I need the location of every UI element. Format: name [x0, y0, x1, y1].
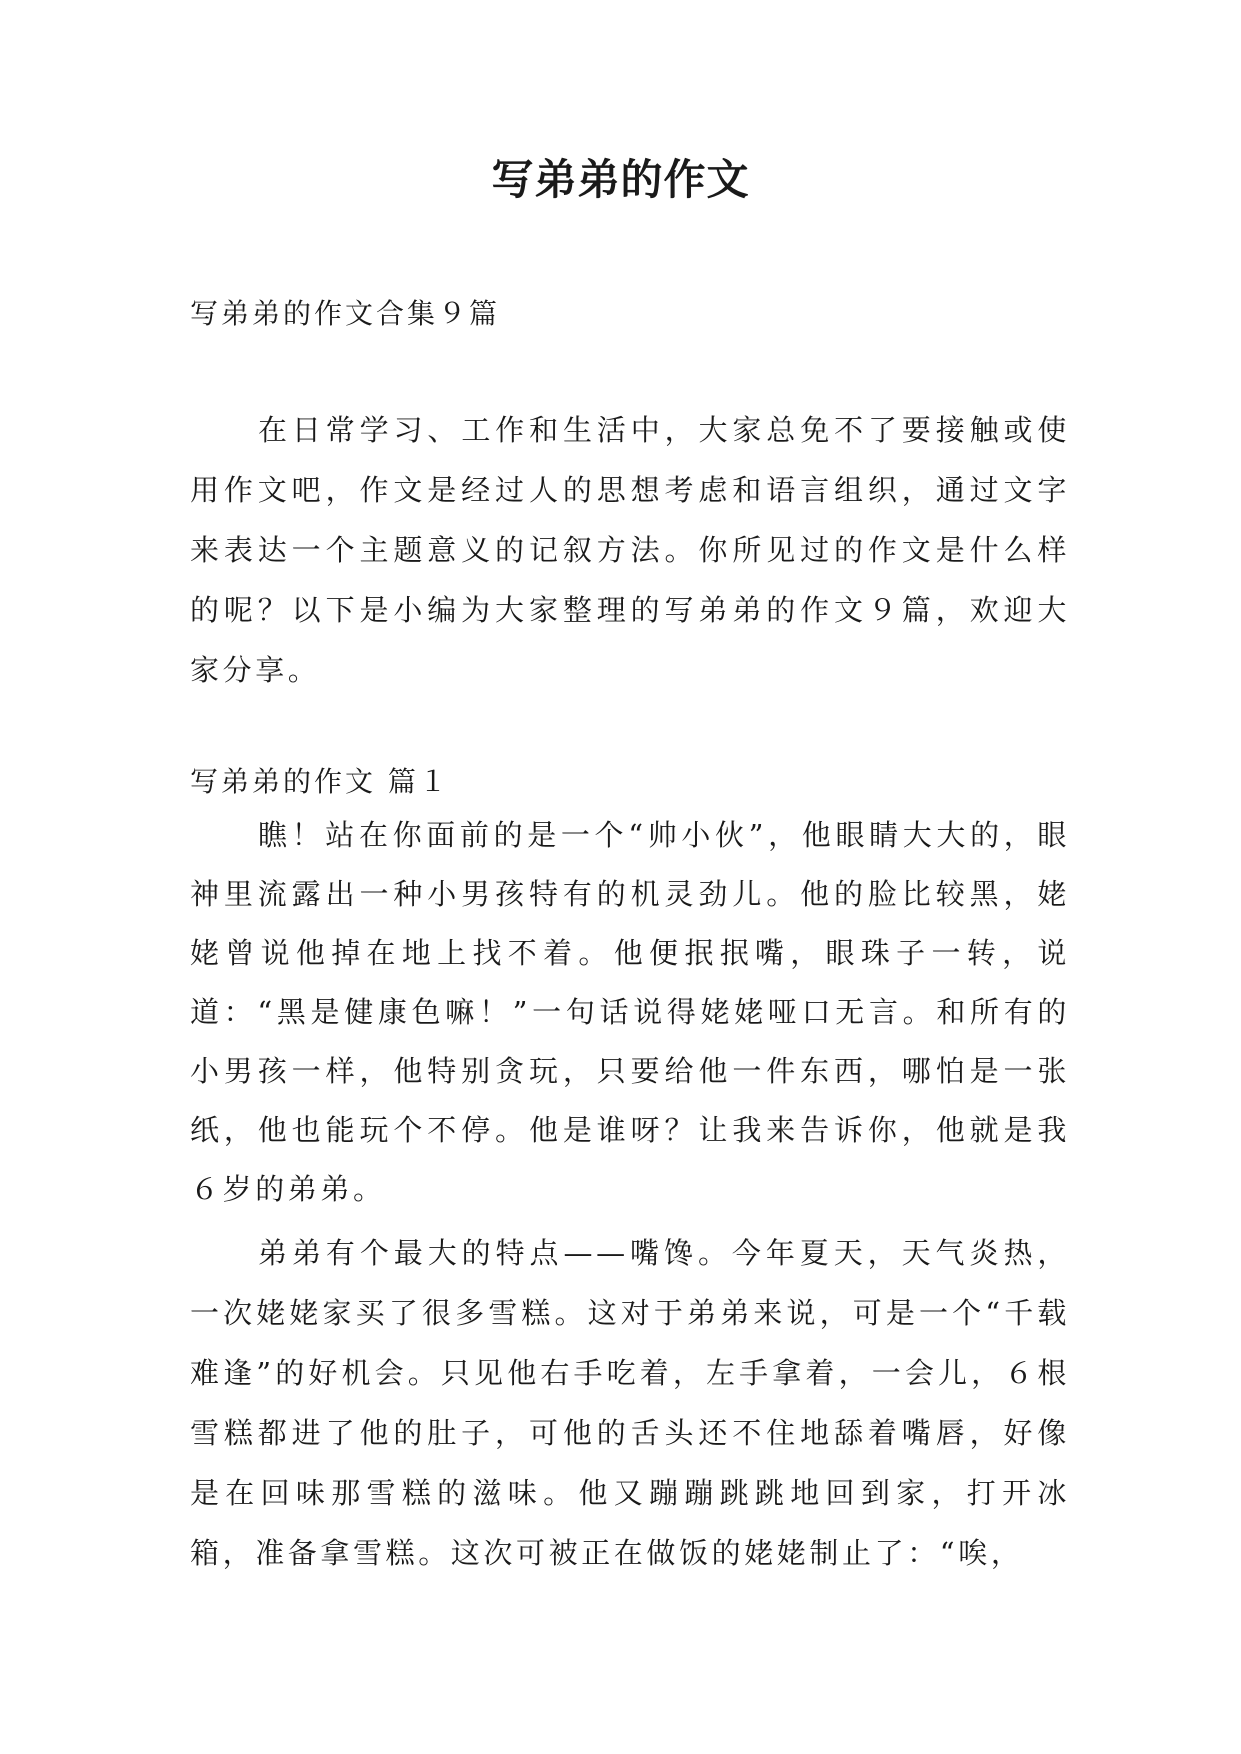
body-paragraph-2: 弟弟有个最大的特点——嘴馋。今年夏天，天气炎热，一次姥姥家买了很多雪糕。这对于弟弟来说，可是一个“千载难逢”的好机会。只见他右手吃着，左手拿着，一会儿，６根雪糕都进了他的肚子，可他的舌头还不住地舔着嘴唇，好像是在回味那雪糕的滋味。他又蹦蹦跳跳地回到家，打开冰箱，准备拿雪糕。这次可被正在做饭的姥姥制止了：“唉， [190, 1236, 1070, 1570]
intro-paragraph: 在日常学习、工作和生活中，大家总免不了要接触或使用作文吧，作文是经过人的思想考虑和语言组织，通过文字来表达一个主题意义的记叙方法。你所见过的作文是什么样的呢？以下是小编为大家整理的写弟弟的作文９篇，欢迎大家分享。 [190, 413, 1070, 687]
section-heading: 写弟弟的作文 篇１ [190, 765, 450, 798]
collection-subtitle: 写弟弟的作文合集９篇 [190, 297, 501, 330]
document-title: 写弟弟的作文 [491, 155, 750, 204]
body-paragraph-1: 瞧！站在你面前的是一个“帅小伙”，他眼睛大大的，眼神里流露出一种小男孩特有的机灵劲儿。他的脸比较黑，姥姥曾说他掉在地上找不着。他便抿抿嘴，眼珠子一转，说道：“黑是健康色嘛！”一句话说得姥姥哑口无言。和所有的小男孩一样，他特别贪玩，只要给他一件东西，哪怕是一张纸，他也能玩个不停。他是谁呀？让我来告诉你，他就是我６岁的弟弟。 [190, 818, 1070, 1206]
